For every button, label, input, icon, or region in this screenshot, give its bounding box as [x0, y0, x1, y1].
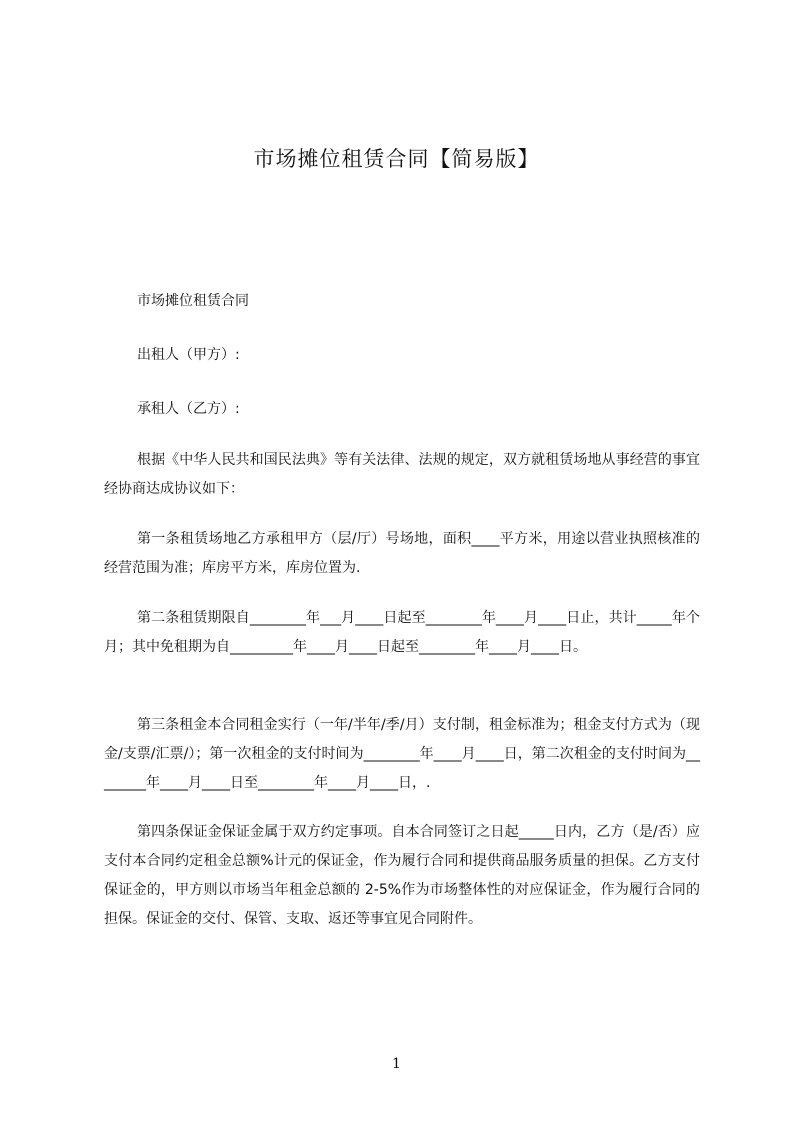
document-title: 市场摊位租赁合同【简易版】 [253, 147, 540, 171]
contract-subtitle: 市场摊位租赁合同 [137, 293, 249, 309]
party-a-label: 出租人（甲方）: [137, 347, 240, 363]
clause-3-paragraph: 第三条租金本合同租金实行（一年/半年/季/月）支付制，租金标准为；租金支付方式为（现金/支票/汇票/）；第一次租金的支付时间为________年____月____日，第二次租金的支付时间为________年____月____日至________年____月____日，. [104, 717, 700, 791]
clause-4-paragraph: 第四条保证金保证金属于双方约定事项。自本合同签订之日起_____日内，乙方（是/否）应支付本合同约定租金总额%计元的保证金，作为履行合同和提供商品服务质量的担保。乙方支付保证金的，甲方则以市场当年租金总额的 2-5%作为市场整体性的对应保证金，作为履行合同的担保。保证金的交付、保管、支取、返还等事宜见合同附件。 [104, 824, 700, 927]
intro-paragraph: 根据《中华人民共和国民法典》等有关法律、法规的规定，双方就租赁场地从事经营的事宜经协商达成协议如下： [104, 452, 700, 497]
page-number: 1 [392, 1056, 401, 1072]
clause-1-paragraph: 第一条租赁场地乙方承租甲方（层/厅）号场地，面积____平方米，用途以营业执照核准的经营范围为准；库房平方米，库房位置为. [104, 531, 700, 576]
party-b-label: 承租人（乙方）: [137, 401, 240, 417]
clause-2-paragraph: 第二条租赁期限自________年___月____日起至________年____月____日止，共计_____年个月；其中免租期为自_________年____月____日起至________年____月____日。 [104, 610, 700, 655]
